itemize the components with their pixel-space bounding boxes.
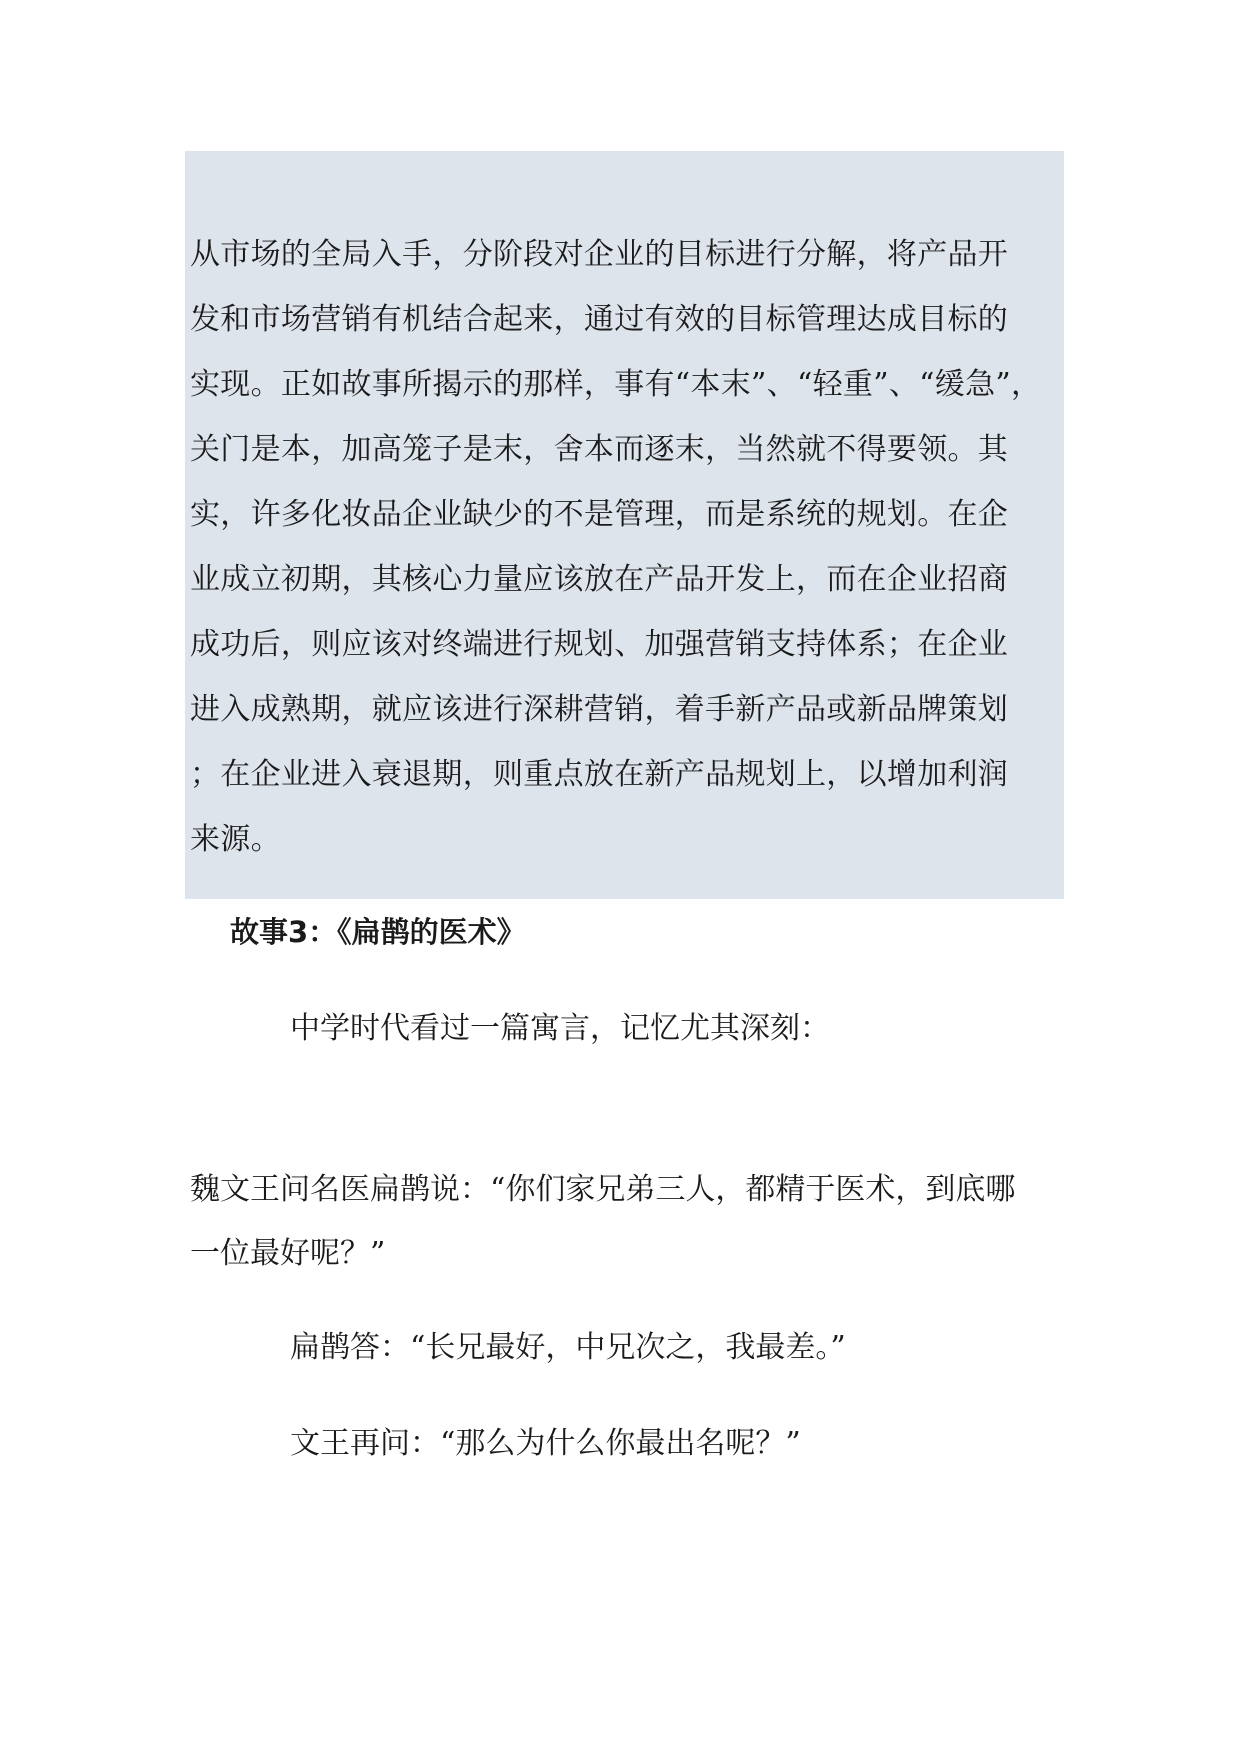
shaded-paragraph [190, 222, 1060, 872]
text-line: 从市场的全局入手，分阶段对企业的目标进行分解，将产品开 [190, 237, 1009, 272]
text-line: 成功后，则应该对终端进行规划、加强营销支持体系；在企业 [190, 627, 1009, 662]
answer1-paragraph: 扁鹊答：“长兄最好，中兄次之，我最差。” [290, 1330, 846, 1365]
story-heading: 故事3：《扁鹊的医术》 [230, 915, 526, 949]
question2-paragraph: 文王再问：“那么为什么你最出名呢？” [290, 1426, 801, 1461]
text-line: 进入成熟期，就应该进行深耕营销，着手新产品或新品牌策划 [190, 692, 1009, 727]
text-line: 关门是本，加高笼子是末，舍本而逐末，当然就不得要领。其 [190, 432, 1009, 467]
question1-line2: 一位最好呢？” [190, 1236, 386, 1271]
text-line: 业成立初期，其核心力量应该放在产品开发上，而在企业招商 [190, 562, 1009, 597]
question1-line1: 魏文王问名医扁鹊说：“你们家兄弟三人，都精于医术，到底哪 [190, 1172, 1016, 1207]
text-line: 实现。正如故事所揭示的那样，事有“本末”、“轻重”、“缓急”， [190, 367, 1042, 402]
text-line: 来源。 [190, 822, 281, 857]
text-line: ；在企业进入衰退期，则重点放在新产品规划上，以增加利润 [190, 757, 1009, 792]
text-line: 实，许多化妆品企业缺少的不是管理，而是系统的规划。在企 [190, 497, 1009, 532]
intro-paragraph: 中学时代看过一篇寓言，记忆尤其深刻： [290, 1011, 830, 1046]
text-line: 发和市场营销有机结合起来，通过有效的目标管理达成目标的 [190, 302, 1009, 337]
